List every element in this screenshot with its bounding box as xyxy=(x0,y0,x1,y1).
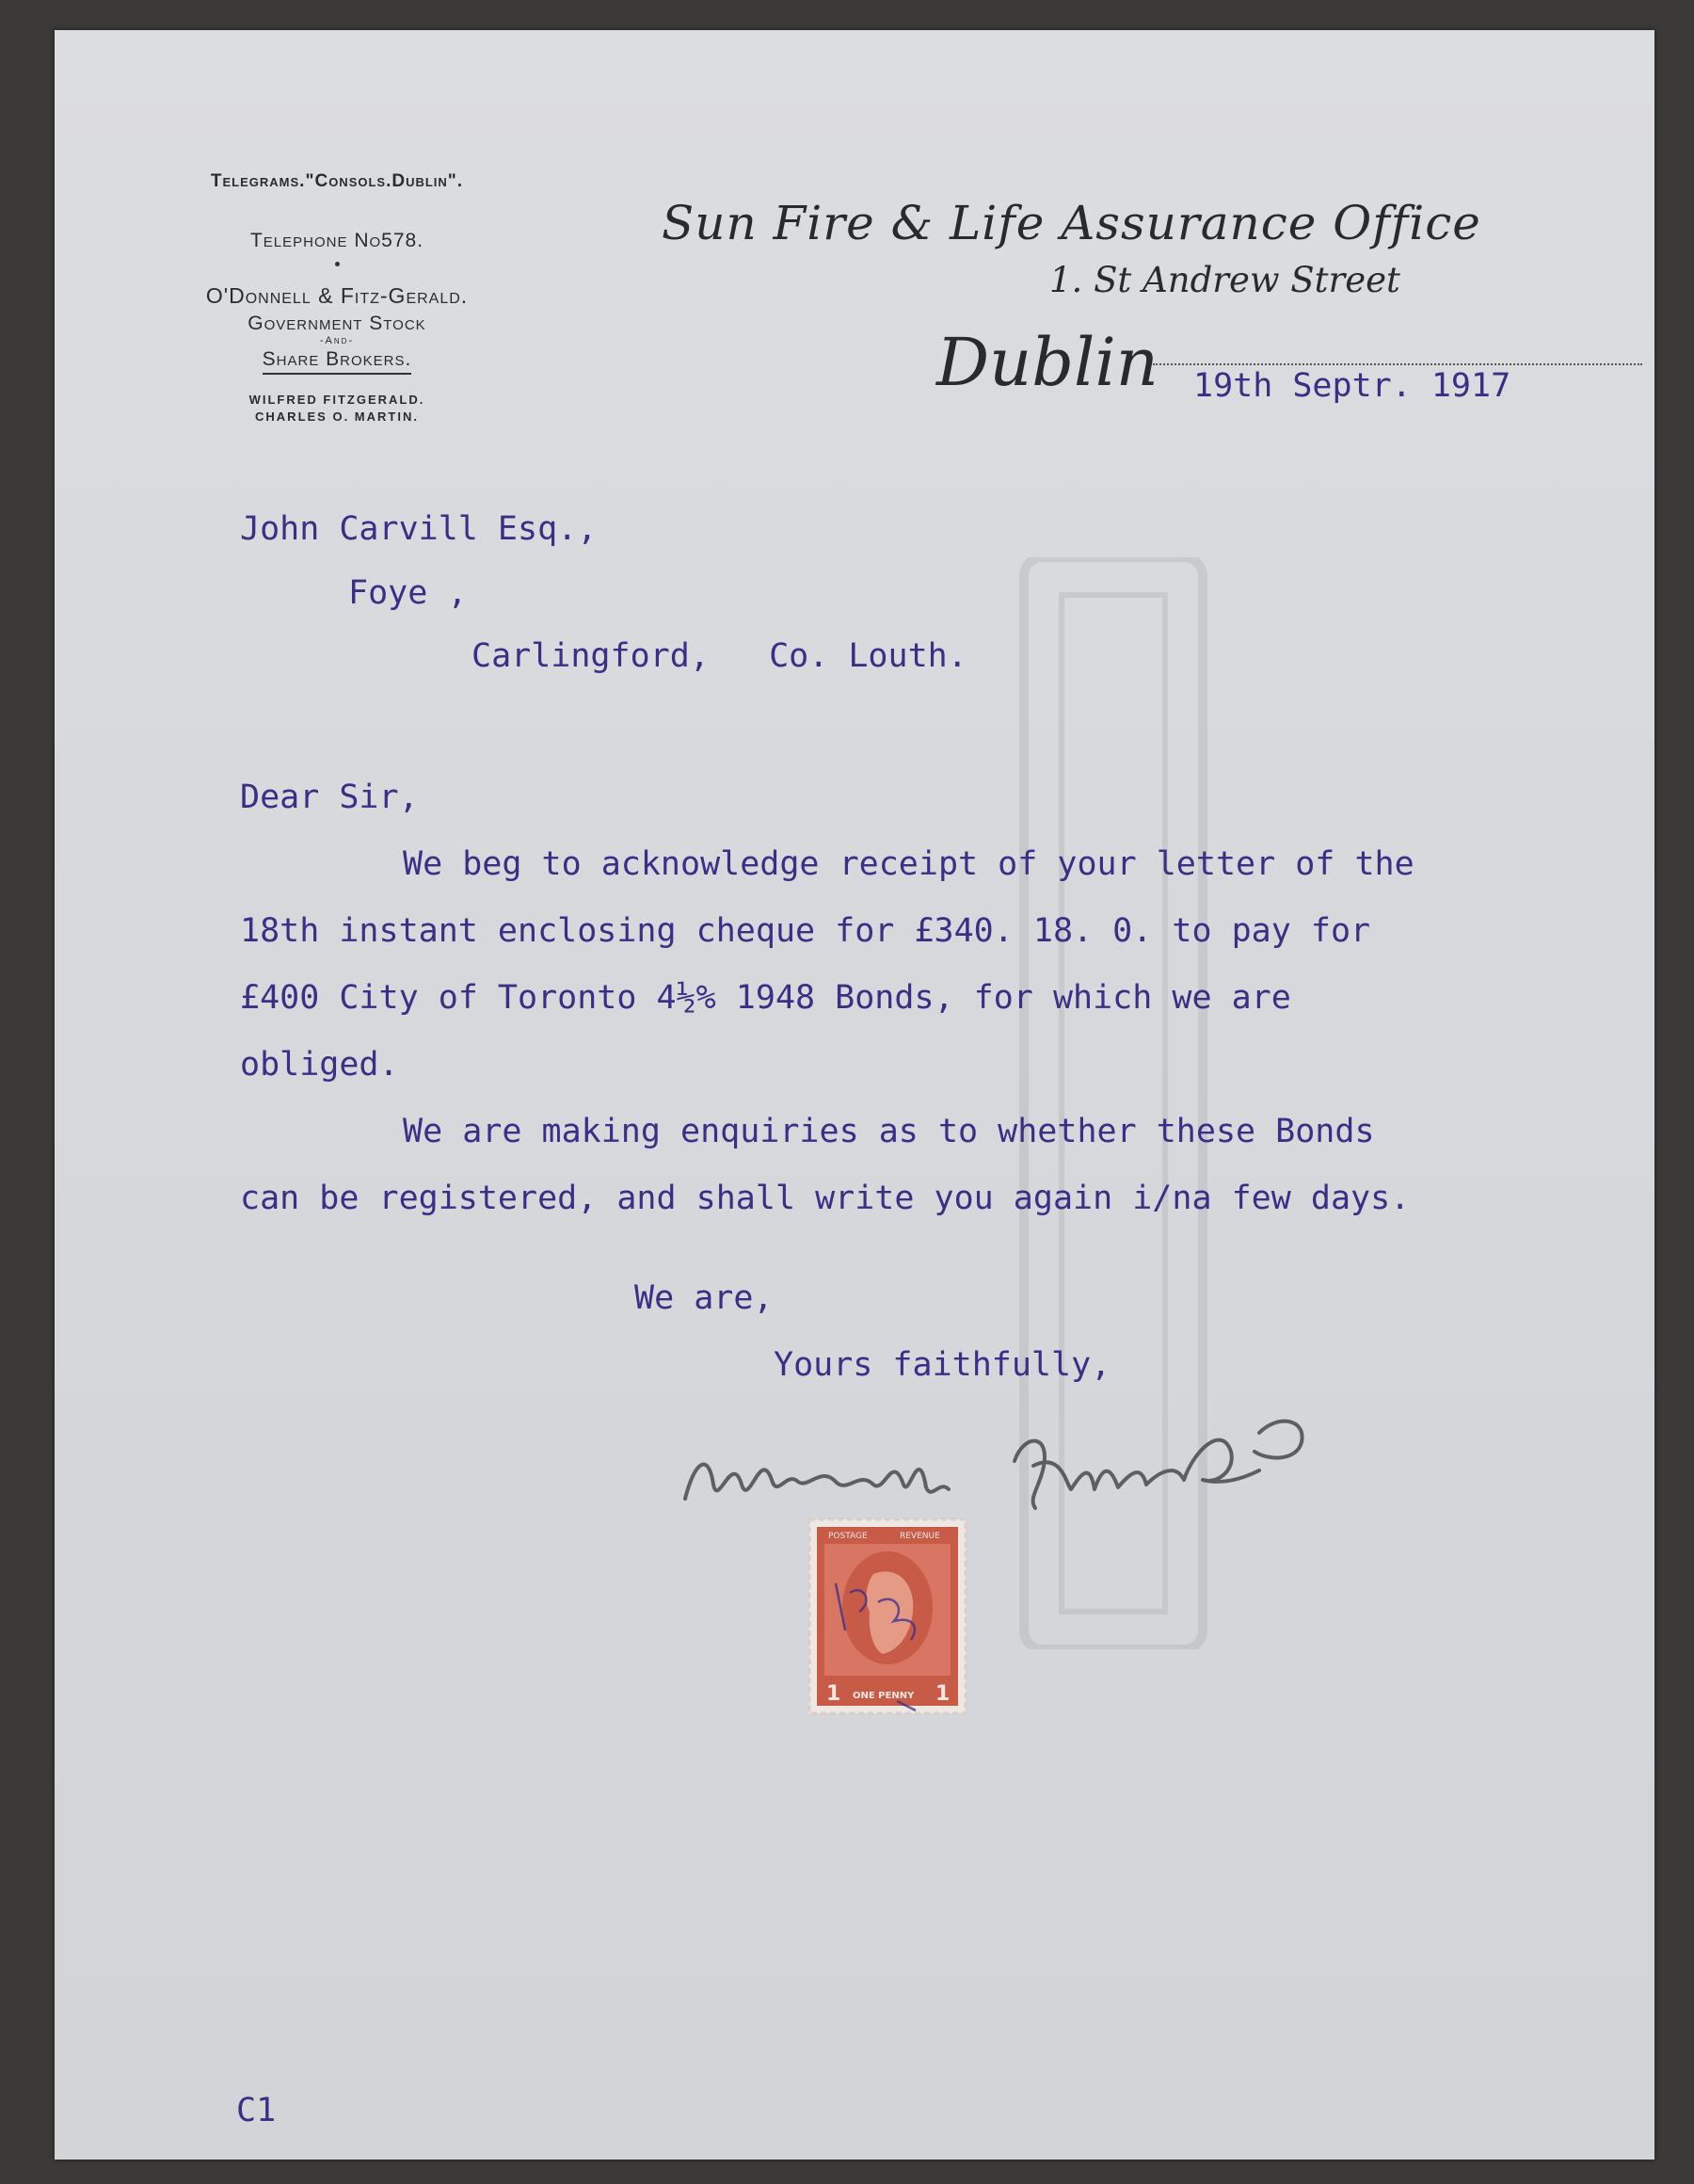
partner-name: WILFRED FITZGERALD. xyxy=(248,393,425,407)
reference-code: C1 xyxy=(236,2092,277,2129)
closing-line: Yours faithfully, xyxy=(774,1346,1111,1384)
date-rule xyxy=(1153,363,1642,365)
partner-name: CHARLES O. MARTIN. xyxy=(255,410,419,424)
closing-line: We are, xyxy=(634,1279,774,1317)
stamp-value-right: 1 xyxy=(935,1682,951,1706)
business-line-3: Share Brokers. xyxy=(263,348,412,375)
business-line-1: Government Stock xyxy=(248,313,426,334)
letterhead-left xyxy=(139,171,535,426)
address-line: Foye , xyxy=(348,574,468,612)
address-line: John Carvill Esq., xyxy=(240,510,598,548)
telephone-line: Telephone No578. xyxy=(249,230,424,251)
handwritten-signature xyxy=(666,1395,1344,1546)
letter-sheet xyxy=(55,30,1654,2160)
partners-list xyxy=(139,392,535,426)
body-line: We are making enquiries as to whether these Bonds xyxy=(403,1113,1375,1150)
office-name: Sun Fire & Life Assurance Office xyxy=(662,196,1481,250)
firm-name: O'Donnell & Fitz-Gerald. xyxy=(205,283,469,308)
body-line: obliged. xyxy=(240,1046,399,1084)
office-city: Dublin xyxy=(936,324,1159,401)
body-line: 18th instant enclosing cheque for £340. 18. 0. to pay for xyxy=(240,912,1371,950)
address-line: Carlingford, Co. Louth. xyxy=(471,637,967,675)
postage-stamp xyxy=(807,1518,967,1715)
stamp-postage-text: POSTAGE xyxy=(828,1532,868,1541)
salutation: Dear Sir, xyxy=(240,779,419,816)
divider-dot xyxy=(335,262,340,266)
body-line: can be registered, and shall write you again i/na few days. xyxy=(240,1180,1411,1217)
body-line: We beg to acknowledge receipt of your letter of the xyxy=(403,845,1414,883)
stamp-value-left: 1 xyxy=(826,1682,841,1706)
office-street: 1. St Andrew Street xyxy=(1049,260,1400,300)
telegrams-line: Telegrams."Consols.Dublin". xyxy=(210,171,464,191)
stamp-revenue-text: REVENUE xyxy=(900,1532,940,1541)
business-line-2: -And- xyxy=(319,335,355,346)
letter-date: 19th Septr. 1917 xyxy=(1193,367,1511,405)
body-line: £400 City of Toronto 4½% 1948 Bonds, for which we are xyxy=(240,979,1291,1017)
stamp-value-text: ONE PENNY xyxy=(853,1691,915,1701)
